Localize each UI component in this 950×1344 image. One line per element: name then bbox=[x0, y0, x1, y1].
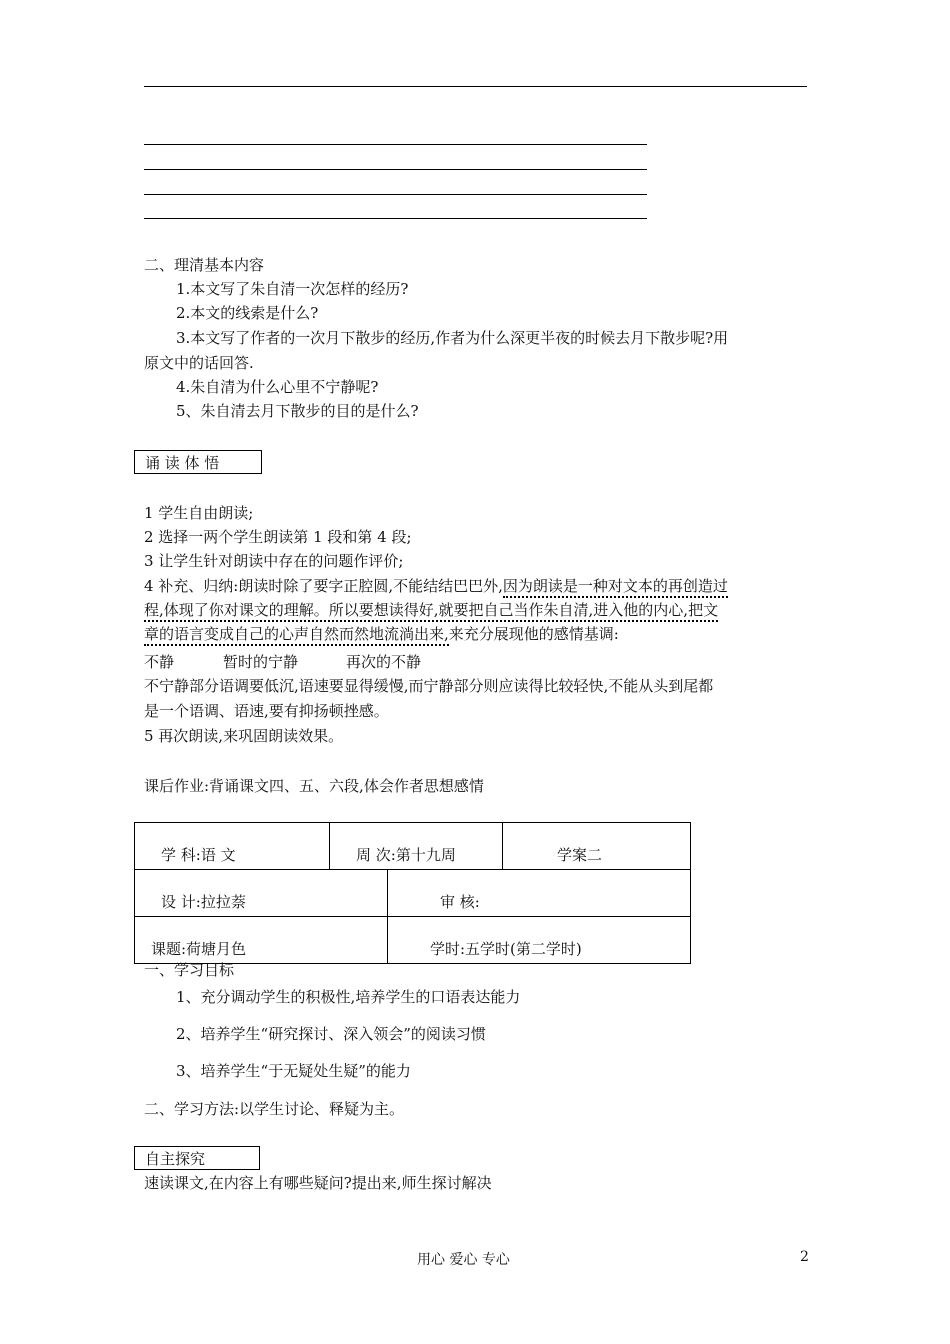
reading-paragraph-line-1: 不宁静部分语调要低沉,语速要显得缓慢,而宁静部分则应读得比较轻快,不能从头到尾都 bbox=[144, 677, 714, 695]
goals-heading: 一、学习目标 bbox=[144, 961, 235, 979]
designer-cell: 设 计:拉拉萘 bbox=[135, 870, 388, 917]
method: 二、学习方法:以学生讨论、释疑为主。 bbox=[144, 1100, 405, 1118]
answer-line-3 bbox=[144, 194, 647, 195]
table-row bbox=[135, 870, 691, 917]
reading-step-4-line-3 bbox=[144, 624, 619, 644]
week-cell: 周 次:第十九周 bbox=[330, 823, 503, 870]
section-heading: 二、理清基本内容 bbox=[144, 256, 265, 274]
goal-1: 1、充分调动学生的积极性,培养学生的口语表达能力 bbox=[176, 988, 521, 1006]
table-row bbox=[135, 823, 691, 870]
tone-3: 再次的不静 bbox=[346, 653, 422, 671]
answer-line-2 bbox=[144, 169, 647, 170]
hours-cell: 学时:五学时(第二学时) bbox=[388, 917, 691, 964]
question-1: 1.本文写了朱自清一次怎样的经历? bbox=[176, 280, 409, 298]
tone-2: 暂时的宁静 bbox=[223, 653, 299, 671]
question-3-line-2: 原文中的话回答. bbox=[144, 354, 254, 372]
footer-slogan: 用心 爱心 专心 bbox=[417, 1252, 510, 1268]
reading-step-2: 2 选择一两个学生朗读第 1 段和第 4 段; bbox=[144, 528, 412, 546]
lesson-info-table bbox=[134, 822, 691, 964]
reading-step-4-line-1 bbox=[144, 576, 728, 596]
reading-step-1: 1 学生自由朗读; bbox=[144, 504, 254, 522]
question-2: 2.本文的线索是什么? bbox=[176, 304, 319, 322]
goal-2: 2、培养学生“研究探讨、深入领会”的阅读习惯 bbox=[176, 1025, 486, 1043]
reading-step-4-emphasis: 章的语言变成自己的心声自然而然地流淌出来, bbox=[144, 625, 449, 646]
reading-step-4-plain: 来充分展现他的感情基调: bbox=[448, 625, 619, 643]
subject-cell: 学 科:语 文 bbox=[135, 823, 330, 870]
reading-step-3: 3 让学生针对朗读中存在的问题作评价; bbox=[144, 552, 404, 570]
question-3-line-1: 3.本文写了作者的一次月下散步的经历,作者为什么深更半夜的时候去月下散步呢?用 bbox=[176, 329, 729, 347]
homework: 课后作业:背诵课文四、五、六段,体会作者思想感情 bbox=[144, 777, 484, 795]
table-row bbox=[135, 917, 691, 964]
reading-step-4-line-2 bbox=[144, 600, 718, 620]
tone-1: 不静 bbox=[144, 653, 175, 671]
reading-section-box: 诵 读 体 悟 bbox=[134, 450, 262, 474]
reading-step-5: 5 再次朗读,来巩固朗读效果。 bbox=[144, 727, 344, 745]
reading-step-4-emphasis: 程,体现了你对课文的理解。所以要想读得好,就要把自己当作朱自清,进入他的内心,把文 bbox=[144, 601, 718, 622]
reviewer-cell: 审 核: bbox=[388, 870, 691, 917]
explore-text: 速读课文,在内容上有哪些疑问?提出来,师生探讨解决 bbox=[144, 1174, 492, 1192]
plan-cell: 学案二 bbox=[503, 823, 691, 870]
question-4: 4.朱自清为什么心里不宁静呢? bbox=[176, 378, 379, 396]
page-number: 2 bbox=[800, 1249, 809, 1265]
reading-step-4-plain: 4 补充、归纳:朗读时除了要字正腔圆,不能结结巴巴外, bbox=[144, 577, 503, 595]
goal-3: 3、培养学生“于无疑处生疑”的能力 bbox=[176, 1062, 411, 1080]
answer-line-1 bbox=[144, 144, 647, 145]
explore-section-box: 自主探究 bbox=[134, 1146, 260, 1170]
reading-paragraph-line-2: 是一个语调、语速,要有抑扬顿挫感。 bbox=[144, 702, 389, 720]
answer-line-full bbox=[144, 86, 807, 87]
topic-cell: 课题:荷塘月色 bbox=[135, 917, 388, 964]
answer-line-4 bbox=[144, 218, 647, 219]
reading-step-4-emphasis: 因为朗读是一种对文本的再创造过 bbox=[503, 577, 728, 598]
question-5: 5、朱自清去月下散步的目的是什么? bbox=[176, 402, 419, 420]
